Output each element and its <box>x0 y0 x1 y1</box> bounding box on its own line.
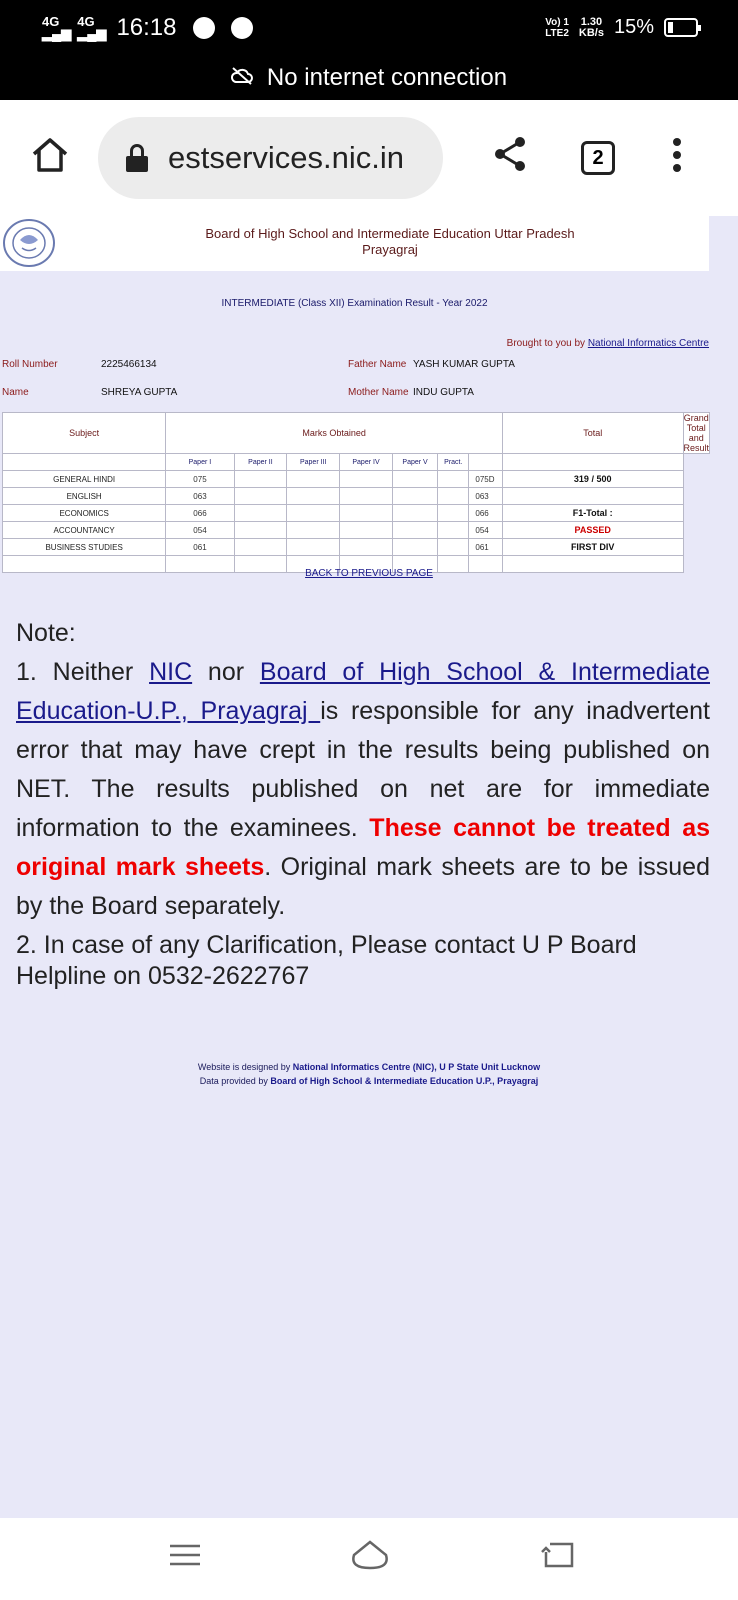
nav-recents-icon[interactable] <box>168 1538 202 1577</box>
emblem-icon <box>2 218 56 273</box>
paper-1-cell: 075 <box>166 471 234 488</box>
note-section <box>16 614 710 992</box>
note-title: Note: <box>16 619 76 647</box>
brought-by: Brought to you by National Informatics Centre <box>506 338 709 349</box>
mother-name-value: INDU GUPTA <box>413 387 474 398</box>
signal-2-icon: 4G ▂▄▆ <box>77 14 107 41</box>
grand-total-header: Grand Total and Result <box>683 413 710 453</box>
paper-3-header: Paper III <box>287 454 340 471</box>
total-cell: 066 <box>469 505 503 522</box>
volte-indicator: Vo) 1 LTE2 <box>545 16 569 39</box>
note-paragraph-2: 2. In case of any Clarification, Please contact U P Board Helpline on 0532-2622767 <box>16 931 637 990</box>
subject-cell: ENGLISH <box>3 488 166 505</box>
board-city: Prayagraj <box>362 242 418 257</box>
father-name-label: Father Name <box>348 359 407 370</box>
browser-toolbar <box>0 100 738 216</box>
grand-total-cell: F1-Total : <box>502 505 683 522</box>
board-header <box>0 216 709 271</box>
result-page <box>0 216 738 1518</box>
paper-4-header: Paper IV <box>340 454 393 471</box>
name-value: SHREYA GUPTA <box>101 387 178 398</box>
table-header-row <box>3 413 710 454</box>
roll-number-value: 2225466134 <box>101 359 157 370</box>
marks-table <box>2 412 710 573</box>
status-bar <box>0 0 738 100</box>
subject-header: Subject <box>3 413 166 454</box>
board-note-link[interactable]: Board of High School & Intermediate Education-U.P., Prayagraj <box>16 658 710 725</box>
nav-back-icon[interactable] <box>540 1538 576 1577</box>
practical-header: Pract. <box>438 454 469 471</box>
mother-name-label: Mother Name <box>348 387 409 398</box>
clock: 16:18 <box>116 14 177 41</box>
footer-board-link[interactable]: Board of High School & Intermediate Education U.P., Prayagraj <box>270 1076 539 1086</box>
battery-percent: 15% <box>613 16 654 38</box>
total-cell: 075D <box>469 471 503 488</box>
paper-header-row <box>3 454 710 471</box>
footer-nic-link[interactable]: National Informatics Centre (NIC), U P State Unit Lucknow <box>292 1062 541 1072</box>
result-status-cell: PASSED <box>502 522 683 539</box>
grand-total-cell: 319 / 500 <box>502 471 683 488</box>
table-row <box>3 505 710 522</box>
total-cell: 063 <box>469 488 503 505</box>
subject-cell: BUSINESS STUDIES <box>3 539 166 556</box>
paper-1-cell: 066 <box>166 505 234 522</box>
nav-home-icon[interactable] <box>346 1538 394 1577</box>
network-speed: 1.30 KB/s <box>578 15 604 39</box>
father-name-value: YASH KUMAR GUPTA <box>413 359 515 370</box>
marks-header: Marks Obtained <box>166 413 503 454</box>
lock-icon[interactable] <box>126 144 148 172</box>
signal-1-icon: 4G ▂▄▆ <box>42 14 72 41</box>
exam-title: INTERMEDIATE (Class XII) Examination Result - Year 2022 <box>221 298 488 309</box>
page-footer: Website is designed by National Informatics Centre (NIC), U P State Unit Lucknow Data provided by Board of High School & Intermediate Education U.P., Prayagraj <box>197 1062 541 1086</box>
chrome-notification-icon <box>231 17 253 39</box>
table-row <box>3 488 710 505</box>
table-row <box>3 522 710 539</box>
name-label: Name <box>2 387 29 398</box>
table-row <box>3 471 710 488</box>
url-text[interactable]: estservices.nic.in <box>168 140 405 175</box>
notification-icon <box>193 17 215 39</box>
address-bar[interactable] <box>98 117 443 199</box>
cloud-off-icon <box>231 67 253 91</box>
warning-text: These cannot be treated as original mark sheets <box>16 814 711 881</box>
battery-icon <box>664 18 698 37</box>
total-cell: 054 <box>469 522 503 539</box>
paper-1-cell: 063 <box>166 488 234 505</box>
subject-cell: GENERAL HINDI <box>3 471 166 488</box>
grand-total-cell <box>502 488 683 505</box>
note-paragraph-1: 1. Neither NIC nor Board of High School & Intermediate Education-U.P., Prayagraj is responsible for any inadvertent error that may have crept in the results being published on NET. The results published on net are for immediate information to the examinees. These cannot be treated as original mark sheets. Original mark sheets are to be issued by the Board separately. <box>16 658 711 920</box>
subject-cell: ACCOUNTANCY <box>3 522 166 539</box>
share-icon[interactable] <box>493 136 527 177</box>
board-name: Board of High School and Intermediate Education Uttar Pradesh <box>205 226 575 241</box>
paper-1-cell: 061 <box>166 539 234 556</box>
total-cell: 061 <box>469 539 503 556</box>
paper-5-header: Paper V <box>392 454 437 471</box>
back-link[interactable]: BACK TO PREVIOUS PAGE <box>305 568 433 579</box>
total-header: Total <box>502 413 683 454</box>
subject-cell: ECONOMICS <box>3 505 166 522</box>
paper-1-header: Paper I <box>166 454 234 471</box>
no-internet-banner: No internet connection <box>0 64 738 92</box>
paper-1-cell: 054 <box>166 522 234 539</box>
nic-link[interactable]: National Informatics Centre <box>587 338 709 349</box>
division-cell: FIRST DIV <box>502 539 683 556</box>
system-nav-bar <box>0 1518 738 1600</box>
paper-2-header: Paper II <box>234 454 287 471</box>
roll-number-label: Roll Number <box>2 359 58 370</box>
more-icon[interactable] <box>673 138 681 177</box>
nic-note-link[interactable]: NIC <box>149 658 193 686</box>
table-row <box>3 539 710 556</box>
tabs-icon[interactable]: 2 <box>581 141 615 175</box>
home-icon[interactable] <box>30 136 70 179</box>
